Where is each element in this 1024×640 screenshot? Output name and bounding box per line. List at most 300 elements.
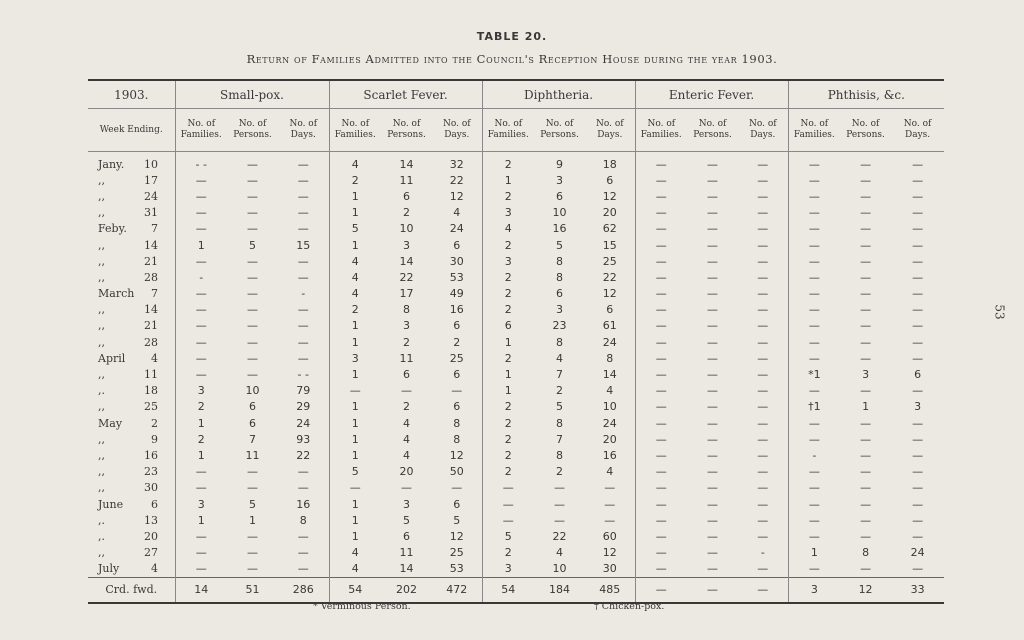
- day-label: 4: [151, 562, 158, 576]
- table-cell: 1: [175, 415, 227, 431]
- table-cell: 4: [329, 286, 381, 302]
- table-cell: —: [707, 173, 719, 187]
- day-label: 9: [151, 432, 158, 446]
- table-row: [88, 447, 944, 463]
- table-cell: 2: [482, 237, 534, 253]
- table-cell: 2: [175, 431, 227, 447]
- table-cell: 5: [249, 497, 256, 511]
- table-cell: -: [175, 269, 227, 285]
- total-cell: 14: [175, 577, 227, 603]
- table-cell: —: [788, 269, 840, 285]
- day-label: 31: [144, 206, 158, 220]
- table-cell: 11: [399, 546, 414, 560]
- table-cell: 14: [399, 254, 414, 268]
- table-cell: 1: [788, 545, 840, 561]
- month-label: ,,: [98, 254, 105, 268]
- table-cell: —: [757, 384, 769, 398]
- month-label: ,,: [98, 481, 105, 495]
- table-cell: 4: [453, 206, 461, 220]
- table-cell: 1: [329, 334, 381, 350]
- table-cell: 12: [449, 448, 464, 462]
- table-cell: 4: [482, 221, 534, 237]
- table-cell: 1: [329, 205, 381, 221]
- total-cell: —: [635, 577, 687, 603]
- table-cell: —: [860, 497, 872, 511]
- table-cell: —: [757, 238, 769, 252]
- table-cell: —: [247, 270, 258, 284]
- table-cell: —: [635, 172, 687, 188]
- group-header-phthisis: Phthisis, &c.: [788, 80, 944, 109]
- table-cell: —: [912, 173, 924, 187]
- table-cell: 1: [482, 366, 534, 382]
- day-label: 7: [151, 222, 158, 236]
- table-cell: —: [297, 270, 309, 284]
- table-cell: 6: [453, 319, 461, 333]
- table-cell: 1: [175, 237, 227, 253]
- table-cell: 6: [556, 189, 564, 203]
- table-cell: 8: [556, 254, 564, 268]
- table-cell: —: [912, 238, 924, 252]
- table-cell: —: [635, 318, 687, 334]
- table-cell: —: [912, 222, 924, 236]
- table-cell: —: [788, 480, 840, 496]
- day-label: 14: [144, 303, 158, 317]
- table-cell: —: [757, 448, 769, 462]
- table-cell: —: [912, 335, 924, 349]
- table-cell: —: [707, 400, 719, 414]
- table-cell: —: [707, 448, 719, 462]
- table-cell: —: [788, 383, 840, 399]
- month-label: ,,: [98, 546, 105, 560]
- month-label: ,.: [98, 513, 105, 527]
- table-cell: —: [757, 270, 769, 284]
- table-cell: 9: [556, 157, 564, 171]
- table-cell: 6: [453, 368, 461, 382]
- table-row: [88, 496, 944, 512]
- table-cell: —: [912, 270, 924, 284]
- table-cell: —: [451, 384, 463, 398]
- table-cell: —: [175, 302, 227, 318]
- table-cell: 3: [482, 253, 534, 269]
- total-cell: —: [687, 577, 738, 603]
- table-cell: —: [757, 287, 769, 301]
- table-cell: †1: [788, 399, 840, 415]
- table-cell: —: [757, 351, 769, 365]
- table-row: [88, 512, 944, 528]
- week-ending-cell: [88, 334, 175, 350]
- sub-header: No. of Days.: [891, 109, 944, 152]
- table-cell: —: [635, 269, 687, 285]
- day-label: 23: [144, 465, 158, 479]
- day-label: 30: [144, 481, 158, 495]
- table-cell: —: [635, 302, 687, 318]
- table-cell: 11: [245, 448, 260, 462]
- table-cell: 79: [296, 384, 311, 398]
- table-cell: —: [757, 513, 769, 527]
- table-cell: 5: [556, 400, 564, 414]
- footnote-verminous: * Verminous Person.: [313, 601, 411, 612]
- table-cell: 6: [606, 173, 614, 187]
- table-cell: —: [297, 173, 309, 187]
- table-cell: —: [707, 189, 719, 203]
- table-cell: 2: [482, 152, 534, 173]
- table-cell: —: [757, 335, 769, 349]
- total-cell: 54: [329, 577, 381, 603]
- table-row: [88, 383, 944, 399]
- table-cell: —: [175, 221, 227, 237]
- table-row: [88, 480, 944, 496]
- day-label: 21: [144, 254, 158, 268]
- sub-header: No. of Families.: [329, 109, 381, 152]
- table-cell: 23: [552, 319, 567, 333]
- table-cell: —: [912, 562, 924, 576]
- table-cell: 5: [403, 513, 411, 527]
- table-cell: 2: [482, 302, 534, 318]
- table-cell: —: [554, 481, 566, 495]
- table-cell: 5: [556, 238, 564, 252]
- total-cell: —: [738, 577, 788, 603]
- month-label: ,,: [98, 335, 105, 349]
- group-header-smallpox: Small-pox.: [175, 80, 329, 109]
- table-cell: 4: [403, 432, 411, 446]
- table-cell: —: [707, 562, 719, 576]
- day-label: 27: [144, 546, 158, 560]
- table-cell: —: [175, 188, 227, 204]
- table-cell: 16: [296, 497, 311, 511]
- table-cell: 8: [862, 546, 870, 560]
- table-cell: —: [788, 496, 840, 512]
- table-cell: 4: [403, 416, 411, 430]
- week-ending-cell: [88, 221, 175, 237]
- table-cell: 18: [602, 157, 617, 171]
- table-cell: 5: [482, 528, 534, 544]
- table-cell: —: [635, 415, 687, 431]
- table-cell: —: [860, 432, 872, 446]
- table-cell: —: [788, 205, 840, 221]
- table-cell: —: [297, 529, 309, 543]
- table-cell: 8: [556, 335, 564, 349]
- table-cell: 1: [862, 400, 870, 414]
- table-cell: -: [760, 546, 765, 560]
- table-cell: —: [912, 481, 924, 495]
- table-cell: —: [707, 222, 719, 236]
- table-cell: 8: [453, 416, 461, 430]
- group-header-enteric-fever: Enteric Fever.: [635, 80, 788, 109]
- table-cell: *1: [788, 366, 840, 382]
- table-cell: 4: [329, 253, 381, 269]
- table-cell: —: [860, 384, 872, 398]
- sub-header: No. of Persons.: [534, 109, 585, 152]
- table-cell: —: [635, 447, 687, 463]
- table-cell: —: [860, 189, 872, 203]
- table-cell: 3: [482, 561, 534, 578]
- table-cell: —: [912, 254, 924, 268]
- table-row: [88, 302, 944, 318]
- table-row: [88, 561, 944, 578]
- table-cell: 5: [329, 221, 381, 237]
- week-ending-cell: [88, 302, 175, 318]
- footnote-chicken-pox: † Chicken-pox.: [594, 601, 665, 612]
- table-row: [88, 350, 944, 366]
- sub-header: No. of Days.: [585, 109, 635, 152]
- table-cell: 16: [552, 222, 567, 236]
- sub-header: No. of Families.: [788, 109, 840, 152]
- week-ending-cell: [88, 366, 175, 382]
- total-cell: 472: [432, 577, 482, 603]
- table-row: [88, 253, 944, 269]
- total-cell: 485: [585, 577, 635, 603]
- table-cell: 1: [329, 512, 381, 528]
- table-cell: —: [297, 189, 309, 203]
- table-cell: —: [297, 351, 309, 365]
- table-cell: 1: [329, 496, 381, 512]
- table-cell: —: [860, 465, 872, 479]
- day-label: 28: [144, 270, 158, 284]
- table-cell: 14: [399, 157, 414, 171]
- table-cell: 11: [399, 351, 414, 365]
- table-cell: —: [635, 366, 687, 382]
- table-cell: —: [175, 464, 227, 480]
- table-cell: 14: [399, 562, 414, 576]
- table-cell: —: [788, 286, 840, 302]
- table-cell: 30: [602, 562, 617, 576]
- table-cell: 2: [453, 335, 461, 349]
- table-cell: 2: [482, 188, 534, 204]
- table-cell: 22: [449, 173, 464, 187]
- table-cell: —: [297, 303, 309, 317]
- table-cell: 3: [556, 173, 564, 187]
- table-cell: —: [247, 303, 258, 317]
- table-cell: 2: [482, 464, 534, 480]
- table-cell: —: [175, 253, 227, 269]
- table-cell: 4: [403, 448, 411, 462]
- month-label: ,,: [98, 400, 105, 414]
- table-cell: 8: [299, 513, 307, 527]
- table-cell: —: [329, 480, 381, 496]
- table-cell: —: [860, 173, 872, 187]
- table-cell: 7: [556, 432, 564, 446]
- table-cell: 53: [449, 270, 464, 284]
- table-cell: -: [301, 287, 306, 301]
- table-cell: —: [860, 448, 872, 462]
- table-cell: 20: [602, 206, 617, 220]
- table-cell: 3: [403, 238, 411, 252]
- day-label: 28: [144, 335, 158, 349]
- table-cell: —: [297, 254, 309, 268]
- table-cell: 1: [249, 513, 256, 527]
- sub-header: No. of Persons.: [840, 109, 891, 152]
- table-cell: —: [247, 465, 258, 479]
- table-cell: —: [247, 287, 258, 301]
- table-cell: —: [175, 528, 227, 544]
- table-cell: —: [604, 513, 616, 527]
- sub-header: No. of Persons.: [381, 109, 432, 152]
- day-label: 13: [144, 513, 158, 527]
- table-cell: 8: [556, 416, 564, 430]
- day-label: 6: [151, 497, 158, 511]
- table-cell: —: [860, 513, 872, 527]
- table-cell: 6: [249, 400, 256, 414]
- month-label: ,,: [98, 206, 105, 220]
- table-cell: 2: [403, 335, 411, 349]
- month-label: ,.: [98, 529, 105, 543]
- month-label: ,,: [98, 303, 105, 317]
- table-cell: —: [707, 287, 719, 301]
- table-cell: —: [707, 238, 719, 252]
- table-cell: —: [912, 319, 924, 333]
- table-cell: —: [757, 465, 769, 479]
- total-cell: 33: [891, 577, 944, 603]
- table-cell: 12: [602, 287, 617, 301]
- table-cell: —: [297, 562, 309, 576]
- week-ending-cell: [88, 496, 175, 512]
- table-cell: 10: [602, 400, 617, 414]
- table-cell: 6: [482, 318, 534, 334]
- week-ending-cell: [88, 237, 175, 253]
- table-cell: 1: [329, 447, 381, 463]
- table-cell: 6: [249, 416, 256, 430]
- table-cell: 24: [449, 222, 464, 236]
- week-ending-cell: [88, 383, 175, 399]
- table-cell: —: [297, 157, 309, 171]
- table-cell: 1: [329, 431, 381, 447]
- table-cell: —: [635, 188, 687, 204]
- table-cell: —: [635, 528, 687, 544]
- table-cell: —: [860, 287, 872, 301]
- month-label: ,,: [98, 465, 105, 479]
- table-cell: 1: [482, 383, 534, 399]
- table-cell: 4: [606, 384, 614, 398]
- total-cell: 12: [840, 577, 891, 603]
- table-cell: —: [860, 157, 872, 171]
- table-cell: 7: [249, 432, 256, 446]
- table-cell: —: [635, 286, 687, 302]
- week-ending-cell: [88, 253, 175, 269]
- year-header: 1903.: [88, 80, 175, 109]
- table-cell: 3: [482, 205, 534, 221]
- table-cell: —: [912, 287, 924, 301]
- table-cell: 3: [403, 319, 411, 333]
- table-cell: —: [707, 432, 719, 446]
- table-cell: 30: [449, 254, 464, 268]
- table-cell: —: [757, 173, 769, 187]
- table-cell: 2: [556, 465, 564, 479]
- table-cell: 2: [403, 400, 411, 414]
- table-cell: 12: [449, 189, 464, 203]
- day-label: 21: [144, 319, 158, 333]
- day-label: 4: [151, 351, 158, 365]
- table-cell: —: [247, 319, 258, 333]
- day-label: 10: [144, 157, 158, 171]
- table-cell: 3: [329, 350, 381, 366]
- table-cell: 1: [482, 172, 534, 188]
- week-ending-cell: [88, 172, 175, 188]
- table-row: [88, 188, 944, 204]
- table-cell: —: [635, 334, 687, 350]
- table-cell: —: [912, 432, 924, 446]
- table-cell: —: [175, 561, 227, 578]
- table-cell: —: [635, 512, 687, 528]
- day-label: 2: [151, 416, 158, 430]
- table-cell: —: [707, 368, 719, 382]
- week-ending-cell: [88, 528, 175, 544]
- table-row: [88, 237, 944, 253]
- month-label: July: [98, 562, 120, 576]
- sub-header: No. of Persons.: [687, 109, 738, 152]
- table-cell: 8: [403, 303, 411, 317]
- month-label: Jany.: [98, 157, 125, 171]
- week-ending-cell: [88, 431, 175, 447]
- table-cell: —: [247, 222, 258, 236]
- week-ending-cell: [88, 480, 175, 496]
- week-ending-cell: [88, 269, 175, 285]
- table-cell: 24: [602, 416, 617, 430]
- day-label: 17: [144, 173, 158, 187]
- month-label: April: [98, 351, 126, 365]
- table-cell: 50: [449, 465, 464, 479]
- table-row: [88, 334, 944, 350]
- table-cell: —: [635, 253, 687, 269]
- table-cell: 1: [329, 237, 381, 253]
- sub-header: No. of Families.: [482, 109, 534, 152]
- week-ending-cell: [88, 545, 175, 561]
- table-cell: —: [482, 512, 534, 528]
- table-cell: —: [297, 335, 309, 349]
- month-label: ,,: [98, 270, 105, 284]
- table-cell: 32: [449, 157, 464, 171]
- table-row: [88, 464, 944, 480]
- table-cell: —: [635, 237, 687, 253]
- table-cell: —: [757, 432, 769, 446]
- month-label: ,.: [98, 384, 105, 398]
- table-cell: —: [757, 481, 769, 495]
- table-cell: 25: [449, 351, 464, 365]
- table-cell: —: [635, 496, 687, 512]
- table-cell: 24: [602, 335, 617, 349]
- total-row: [88, 577, 944, 603]
- table-cell: —: [247, 335, 258, 349]
- table-cell: —: [707, 157, 719, 171]
- table-cell: —: [860, 303, 872, 317]
- day-label: 18: [144, 384, 158, 398]
- table-cell: —: [757, 400, 769, 414]
- table-cell: —: [707, 303, 719, 317]
- table-cell: —: [635, 152, 687, 173]
- week-ending-cell: [88, 399, 175, 415]
- week-ending-cell: [88, 318, 175, 334]
- table-cell: —: [707, 497, 719, 511]
- table-cell: —: [247, 189, 258, 203]
- table-cell: —: [635, 545, 687, 561]
- table-cell: 1: [175, 512, 227, 528]
- table-cell: —: [175, 286, 227, 302]
- table-cell: —: [247, 368, 258, 382]
- table-cell: 10: [245, 384, 260, 398]
- table-cell: 3: [556, 303, 564, 317]
- table-cell: 1: [329, 399, 381, 415]
- month-label: ,,: [98, 432, 105, 446]
- table-cell: —: [707, 465, 719, 479]
- table-cell: —: [604, 481, 616, 495]
- table-cell: —: [860, 416, 872, 430]
- table-cell: —: [860, 254, 872, 268]
- table-cell: 2: [482, 415, 534, 431]
- month-label: Feby.: [98, 222, 127, 236]
- table-cell: 2: [482, 399, 534, 415]
- week-ending-header: Week Ending.: [88, 109, 175, 152]
- table-cell: 6: [403, 529, 411, 543]
- month-label: ,,: [98, 189, 105, 203]
